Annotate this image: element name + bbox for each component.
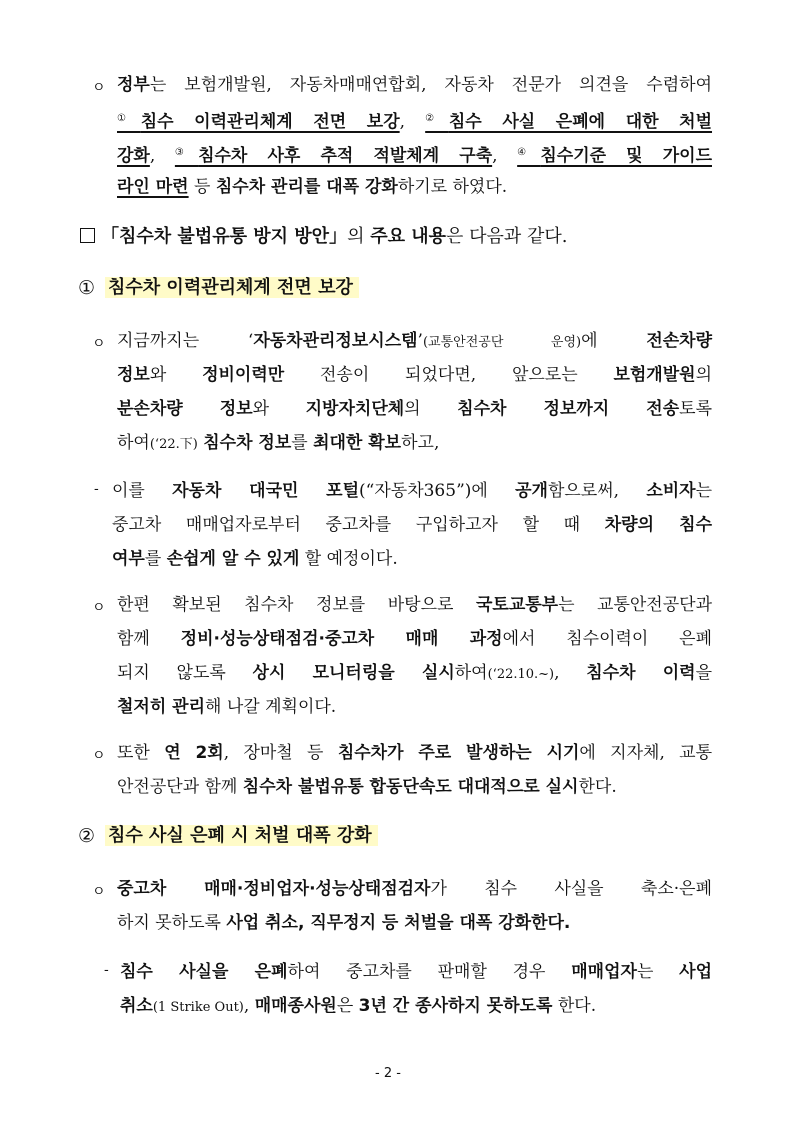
para-line: 되지 않도록 상시 모니터링을 실시하여(‘22.10.~), 침수차 이력을 (117, 663, 713, 683)
para-line: 한편 확보된 침수차 정보를 바탕으로 국토교통부는 교통안전공단과 (117, 595, 712, 615)
para-government (117, 68, 712, 204)
checkbox-square-icon (80, 228, 95, 243)
para-line: 하지 못하도록 사업 취소, 직무정지 등 처벌을 대폭 강화한다. (117, 913, 571, 933)
bullet-circle: ㅇ (92, 336, 106, 352)
para-line: 침수 사실을 은폐하여 중고차를 판매할 경우 매매업자는 사업 (120, 962, 713, 982)
para-line: 분손차량 정보와 지방자치단체의 침수차 정보까지 전송토록 (117, 399, 713, 419)
para-line: 라인 마련 등 침수차 관리를 대폭 강화하기로 하였다. (117, 177, 508, 197)
para-line: 강화, ③침수차 사후 추적 적발체계 구축, ④침수기준 및 가이드 (117, 146, 712, 166)
bullet-circle: ㅇ (92, 884, 106, 900)
page-number: - 2 - (375, 1066, 401, 1081)
para-line: 안전공단과 함께 침수차 불법유통 합동단속도 대대적으로 실시한다. (117, 777, 617, 797)
section-number: ② (78, 825, 96, 847)
intro-line: 「침수차 불법유통 방지 방안」의 주요 내용은 다음과 같다. (80, 222, 568, 252)
para-info-system (117, 324, 712, 460)
section-heading: 침수차 이력관리체계 전면 보강 (105, 273, 359, 303)
bullet-dash: - (104, 962, 109, 978)
para-line: 지금까지는 ‘자동차관리정보시스템’(교통안전공단 운영)에 전손차량 (117, 331, 713, 351)
para-line: 또한 연 2회, 장마철 등 침수차가 주로 발생하는 시기에 지자체, 교통 (117, 743, 713, 763)
bullet-circle: ㅇ (92, 748, 106, 764)
section-number: ① (78, 277, 96, 299)
para-line: 중고차 매매·정비업자·성능상태점검자가 침수 사실을 축소·은폐 (117, 879, 712, 899)
section-heading: 침수 사실 은폐 시 처벌 대폭 강화 (105, 821, 378, 851)
para-line: 정보와 정비이력만 전송이 되었다면, 앞으로는 보험개발원의 (117, 365, 712, 385)
para-line: 함께 정비·성능상태점검·중고차 매매 과정에서 침수이력이 은폐 (117, 629, 713, 649)
para-line: 정부는 보험개발원, 자동차매매연합회, 자동차 전문가 의견을 수렴하여 (117, 75, 712, 95)
para-line: 철저히 관리해 나갈 계획이다. (117, 697, 337, 717)
para-line: 중고차 매매업자로부터 중고차를 구입하고자 할 때 차량의 침수 (112, 515, 712, 535)
para-penalty (117, 872, 712, 940)
para-line: ①침수 이력관리체계 전면 보강, ②침수 사실 은폐에 대한 처벌 (117, 112, 713, 132)
para-line: 이를 자동차 대국민 포털(“자동차365”)에 공개함으로써, 소비자는 (112, 481, 713, 501)
bullet-dash: - (94, 481, 99, 497)
para-monitoring (117, 588, 712, 724)
para-line: 여부를 손쉽게 알 수 있게 할 예정이다. (112, 549, 398, 569)
para-enforcement (117, 736, 712, 804)
para-portal (112, 474, 712, 576)
para-strike-out (120, 955, 712, 1023)
para-line: 하여(‘22.下) 침수차 정보를 최대한 확보하고, (117, 433, 440, 453)
bullet-circle: ㅇ (92, 80, 106, 96)
para-line: 취소(1 Strike Out), 매매종사원은 3년 간 종사하지 못하도록 한다. (120, 996, 597, 1016)
bullet-circle: ㅇ (92, 600, 106, 616)
